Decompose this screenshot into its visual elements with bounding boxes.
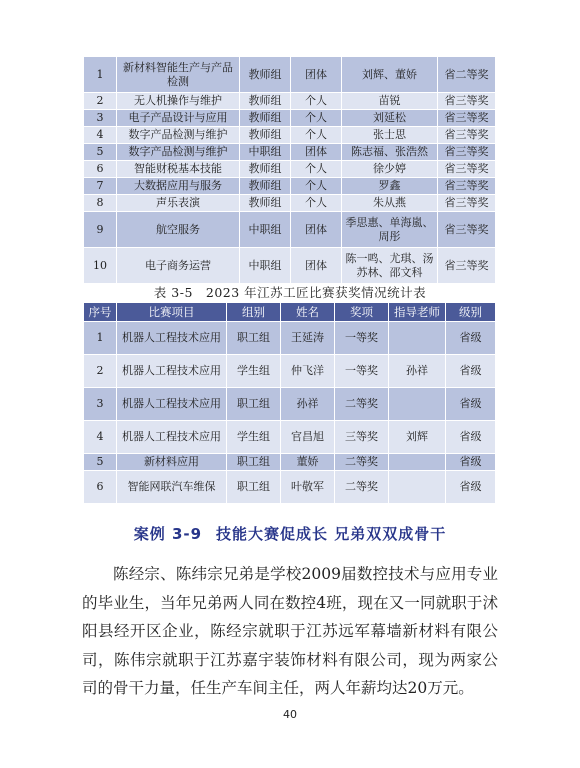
- page-number: 40: [283, 708, 297, 721]
- type-cell: 个人: [291, 127, 342, 144]
- table-row: [84, 127, 496, 144]
- award-cell: 二等奖: [335, 388, 389, 421]
- name-cell: 仲飞洋: [281, 355, 335, 388]
- mentor-cell: 刘辉: [389, 421, 446, 454]
- members-cell: 苗锐: [342, 93, 438, 110]
- members-cell: 刘延松: [342, 110, 438, 127]
- table-row: [84, 212, 496, 248]
- row-number: 2: [84, 355, 117, 388]
- group-cell: 职工组: [227, 322, 281, 355]
- table-row: [84, 322, 496, 355]
- header-mentor: 指导老师: [389, 303, 446, 322]
- group-cell: 职工组: [227, 471, 281, 504]
- row-number: 5: [84, 144, 117, 161]
- members-cell: 陈一鸣、尤琪、汤苏林、邵文科: [342, 248, 438, 284]
- table-row: [84, 248, 496, 284]
- award-cell: 省三等奖: [438, 212, 496, 248]
- row-number: 6: [84, 471, 117, 504]
- group-cell: 职工组: [227, 454, 281, 471]
- project-cell: 智能财税基本技能: [117, 161, 240, 178]
- mentor-cell: 孙祥: [389, 355, 446, 388]
- table-row: [84, 57, 496, 93]
- row-number: 1: [84, 57, 117, 93]
- jiangsu-craftsman-awards-table: [83, 302, 496, 504]
- case-paragraph: 陈经宗、陈纬宗兄弟是学校2009届数控技术与应用专业的毕业生，当年兄弟两人同在数控4班，现在又一同就职于沭阳县经开区企业，陈经宗就职于江苏远军幕墙新材料有限公司，陈伟宗就职于江苏嘉宇装饰材料有限公司，现为两家公司的骨干力量，任生产车间主任，两人年薪均达20万元。: [82, 565, 498, 697]
- group-cell: 教师组: [240, 161, 291, 178]
- award-cell: 省三等奖: [438, 178, 496, 195]
- type-cell: 团体: [291, 248, 342, 284]
- row-number: 1: [84, 322, 117, 355]
- award-cell: 省三等奖: [438, 144, 496, 161]
- project-cell: 机器人工程技术应用: [117, 322, 227, 355]
- group-cell: 中职组: [240, 144, 291, 161]
- case-title: 技能大赛促成长 兄弟双双成骨干: [216, 525, 447, 543]
- group-cell: 教师组: [240, 110, 291, 127]
- project-cell: 机器人工程技术应用: [117, 421, 227, 454]
- award-cell: 一等奖: [335, 355, 389, 388]
- type-cell: 个人: [291, 110, 342, 127]
- table-row: [84, 195, 496, 212]
- project-cell: 大数据应用与服务: [117, 178, 240, 195]
- level-cell: 省级: [446, 322, 496, 355]
- row-number: 5: [84, 454, 117, 471]
- type-cell: 个人: [291, 161, 342, 178]
- project-cell: 声乐表演: [117, 195, 240, 212]
- project-cell: 新材料智能生产与产品检测: [117, 57, 240, 93]
- row-number: 4: [84, 127, 117, 144]
- row-number: 10: [84, 248, 117, 284]
- members-cell: 张士思: [342, 127, 438, 144]
- header-group: 组别: [227, 303, 281, 322]
- mentor-cell: [389, 322, 446, 355]
- row-number: 3: [84, 110, 117, 127]
- name-cell: 官昌旭: [281, 421, 335, 454]
- type-cell: 个人: [291, 178, 342, 195]
- project-cell: 机器人工程技术应用: [117, 388, 227, 421]
- table-caption: 表 3-5 2023 年江苏工匠比赛获奖情况统计表: [153, 285, 427, 300]
- type-cell: 个人: [291, 93, 342, 110]
- group-cell: 中职组: [240, 248, 291, 284]
- mentor-cell: [389, 388, 446, 421]
- project-cell: 电子产品设计与应用: [117, 110, 240, 127]
- group-cell: 教师组: [240, 93, 291, 110]
- project-cell: 数字产品检测与维护: [117, 144, 240, 161]
- award-cell: 省三等奖: [438, 110, 496, 127]
- table-row: [84, 388, 496, 421]
- group-cell: 教师组: [240, 178, 291, 195]
- table-row: [84, 421, 496, 454]
- level-cell: 省级: [446, 454, 496, 471]
- table-row: [84, 355, 496, 388]
- row-number: 3: [84, 388, 117, 421]
- award-cell: 三等奖: [335, 421, 389, 454]
- project-cell: 智能网联汽车维保: [117, 471, 227, 504]
- type-cell: 团体: [291, 212, 342, 248]
- group-cell: 职工组: [227, 388, 281, 421]
- header-level: 级别: [446, 303, 496, 322]
- project-cell: 航空服务: [117, 212, 240, 248]
- header-name: 姓名: [281, 303, 335, 322]
- award-cell: 省三等奖: [438, 161, 496, 178]
- group-cell: 教师组: [240, 57, 291, 93]
- group-cell: 教师组: [240, 195, 291, 212]
- row-number: 8: [84, 195, 117, 212]
- name-cell: 孙祥: [281, 388, 335, 421]
- name-cell: 董娇: [281, 454, 335, 471]
- level-cell: 省级: [446, 471, 496, 504]
- award-cell: 省三等奖: [438, 93, 496, 110]
- case-heading: [0, 523, 580, 544]
- row-number: 4: [84, 421, 117, 454]
- mentor-cell: [389, 471, 446, 504]
- group-cell: 学生组: [227, 421, 281, 454]
- case-label: 案例 3-9: [133, 525, 203, 543]
- award-cell: 二等奖: [335, 454, 389, 471]
- row-number: 9: [84, 212, 117, 248]
- members-cell: 陈志福、张浩然: [342, 144, 438, 161]
- name-cell: 王延涛: [281, 322, 335, 355]
- award-cell: 省三等奖: [438, 248, 496, 284]
- members-cell: 季思惠、单海嵐、周彤: [342, 212, 438, 248]
- table-row: [84, 144, 496, 161]
- type-cell: 个人: [291, 195, 342, 212]
- award-cell: 省二等奖: [438, 57, 496, 93]
- project-cell: 无人机操作与维护: [117, 93, 240, 110]
- members-cell: 罗鑫: [342, 178, 438, 195]
- members-cell: 刘辉、董娇: [342, 57, 438, 93]
- project-cell: 数字产品检测与维护: [117, 127, 240, 144]
- members-cell: 朱从燕: [342, 195, 438, 212]
- project-cell: 机器人工程技术应用: [117, 355, 227, 388]
- header-project: 比赛项目: [117, 303, 227, 322]
- header-award: 奖项: [335, 303, 389, 322]
- project-cell: 新材料应用: [117, 454, 227, 471]
- competition-awards-table: [83, 56, 496, 284]
- type-cell: 团体: [291, 144, 342, 161]
- table-row: [84, 454, 496, 471]
- table-row: [84, 93, 496, 110]
- table-row: [84, 471, 496, 504]
- award-cell: 省三等奖: [438, 127, 496, 144]
- row-number: 2: [84, 93, 117, 110]
- type-cell: 团体: [291, 57, 342, 93]
- award-cell: 一等奖: [335, 322, 389, 355]
- group-cell: 中职组: [240, 212, 291, 248]
- table-row: [84, 110, 496, 127]
- award-cell: 省三等奖: [438, 195, 496, 212]
- level-cell: 省级: [446, 355, 496, 388]
- award-cell: 二等奖: [335, 471, 389, 504]
- name-cell: 叶敬军: [281, 471, 335, 504]
- group-cell: 教师组: [240, 127, 291, 144]
- project-cell: 电子商务运营: [117, 248, 240, 284]
- row-number: 7: [84, 178, 117, 195]
- table-row: [84, 178, 496, 195]
- level-cell: 省级: [446, 388, 496, 421]
- mentor-cell: [389, 454, 446, 471]
- row-number: 6: [84, 161, 117, 178]
- table-row: [84, 161, 496, 178]
- header-number: 序号: [84, 303, 117, 322]
- table-header-row: [84, 303, 496, 322]
- group-cell: 学生组: [227, 355, 281, 388]
- level-cell: 省级: [446, 421, 496, 454]
- members-cell: 徐少婷: [342, 161, 438, 178]
